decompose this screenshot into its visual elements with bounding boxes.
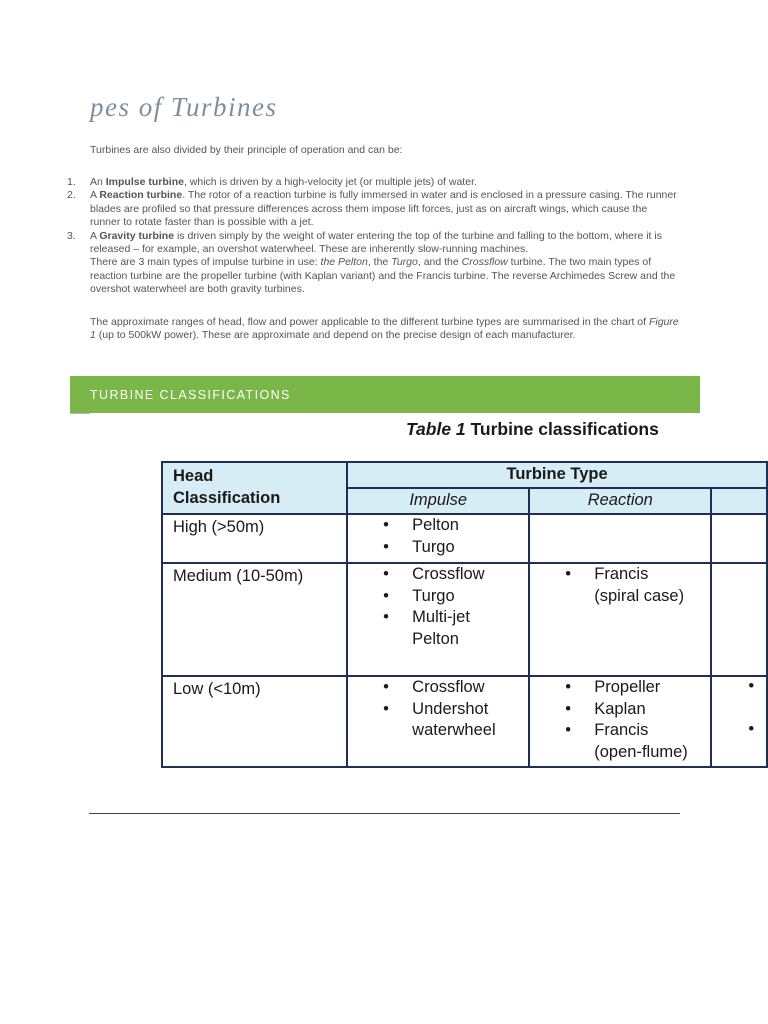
- list-item: • Crossflow: [348, 564, 528, 586]
- table-row: [162, 563, 767, 676]
- table-row: [162, 514, 767, 563]
- reaction-column-header: Reaction: [529, 488, 711, 514]
- term-pelton: the Pelton: [320, 256, 368, 269]
- banner-divider: [70, 413, 90, 414]
- page-title: pes of Turbines: [90, 92, 278, 122]
- term-reaction-turbine: Reaction turbine: [99, 189, 183, 202]
- bullet-list: [348, 677, 528, 742]
- table-caption: [406, 419, 659, 440]
- types-summary-text: There are 3 main types of impulse turbine in use:: [90, 256, 321, 269]
- reaction-cell: [529, 514, 711, 563]
- head-classification-header: [162, 462, 347, 514]
- list-item: • Crossflow: [348, 677, 528, 699]
- reaction-cell: [529, 563, 711, 676]
- types-summary-text: turbine. The two main types of reaction turbine are the propeller turbine (with Kaplan variant) and the Francis turbine. The reverse Archimedes Screw and the overshot waterwheel are both gravity turbines.: [90, 256, 676, 296]
- list-number: 1.: [67, 176, 76, 188]
- head-cell: Low (<10m): [162, 676, 347, 767]
- section-banner: [70, 376, 700, 413]
- impulse-cell: [347, 676, 529, 767]
- bullet-list: [348, 515, 528, 558]
- summary-text: (up to 500kW power). These are approximate and depend on the precise design of each manufacturer.: [95, 329, 576, 342]
- impulse-cell: [347, 563, 529, 676]
- list-item: • Turgo: [348, 586, 528, 608]
- list-text: , which is driven by a high-velocity jet (or multiple jets) of water.: [183, 176, 477, 188]
- table-caption-text: Turbine classifications: [465, 419, 659, 439]
- bullet-list: [530, 564, 710, 607]
- term-crossflow: Crossflow: [461, 256, 508, 269]
- gravity-bullets: [712, 677, 766, 765]
- turbine-types-list: [67, 176, 680, 297]
- bullet-list: [348, 564, 528, 650]
- term-gravity-turbine: Gravity turbine: [99, 229, 175, 242]
- impulse-cell: [347, 514, 529, 563]
- summary-text: The approximate ranges of head, flow and power applicable to the different turbine types are summarised in the chart of: [90, 316, 649, 328]
- gravity-cell: [711, 676, 767, 767]
- list-item-gravity: [67, 229, 680, 297]
- section-heading: TURBINE CLASSIFICATIONS: [90, 388, 291, 402]
- list-item: • Turgo: [348, 537, 528, 559]
- intro-paragraph: Turbines are also divided by their principle of operation and can be:: [90, 144, 403, 156]
- turbine-type-header: Turbine Type: [347, 462, 767, 488]
- list-item: • Multi-jet Pelton: [348, 607, 492, 650]
- term-impulse-turbine: Impulse turbine: [105, 176, 184, 188]
- types-summary-text: , the: [367, 256, 392, 269]
- list-item: • Francis (open-flume): [530, 720, 694, 763]
- impulse-column-header: Impulse: [347, 488, 529, 514]
- term-turgo: Turgo: [391, 256, 418, 269]
- head-cell: Medium (10-50m): [162, 563, 347, 676]
- footer-divider: [89, 813, 680, 814]
- bullet-list: [530, 677, 710, 763]
- list-number: 3.: [67, 229, 76, 242]
- list-text: is driven simply by the weight of water entering the top of the turbine and falling to the bottom, where it is released – for example, an overshot waterwheel. These are inherently slow-running machines.: [90, 229, 662, 256]
- reaction-cell: [529, 676, 711, 767]
- types-summary-text: , and the: [417, 256, 462, 269]
- turbine-classification-table: [161, 461, 768, 768]
- list-item-reaction: [67, 189, 680, 229]
- list-item: • Pelton: [348, 515, 528, 537]
- table-caption-label: Table 1: [406, 419, 466, 439]
- header-text: Head: [173, 467, 214, 485]
- list-item: • Undershot waterwheel: [348, 699, 512, 742]
- list-item-impulse: [67, 176, 680, 189]
- header-text: Classification: [173, 489, 281, 507]
- gravity-cell: [711, 514, 767, 563]
- summary-paragraph: [90, 316, 680, 343]
- list-item: • Kaplan: [530, 699, 710, 721]
- list-prefix: A: [90, 189, 100, 202]
- table-header-row: [162, 462, 767, 488]
- list-number: 2.: [67, 189, 76, 202]
- gravity-column-header: [711, 488, 767, 514]
- list-item: • Francis (spiral case): [530, 564, 694, 607]
- figure-reference: Figure 1: [90, 316, 679, 342]
- gravity-cell: [711, 563, 767, 676]
- list-prefix: An: [90, 176, 106, 188]
- list-prefix: A: [90, 229, 100, 242]
- head-cell: High (>50m): [162, 514, 347, 563]
- list-item: • Propeller: [530, 677, 710, 699]
- bullet-marker: •: [748, 677, 755, 695]
- bullet-marker: •: [748, 720, 755, 738]
- list-text: . The rotor of a reaction turbine is fully immersed in water and is enclosed in a pressure casing. The runner blades are profiled so that pressure differences across them impose lift forces, just as on aircraft wings, which cause the runner to rotate faster than is possible with a jet.: [90, 189, 677, 229]
- table-row: [162, 676, 767, 767]
